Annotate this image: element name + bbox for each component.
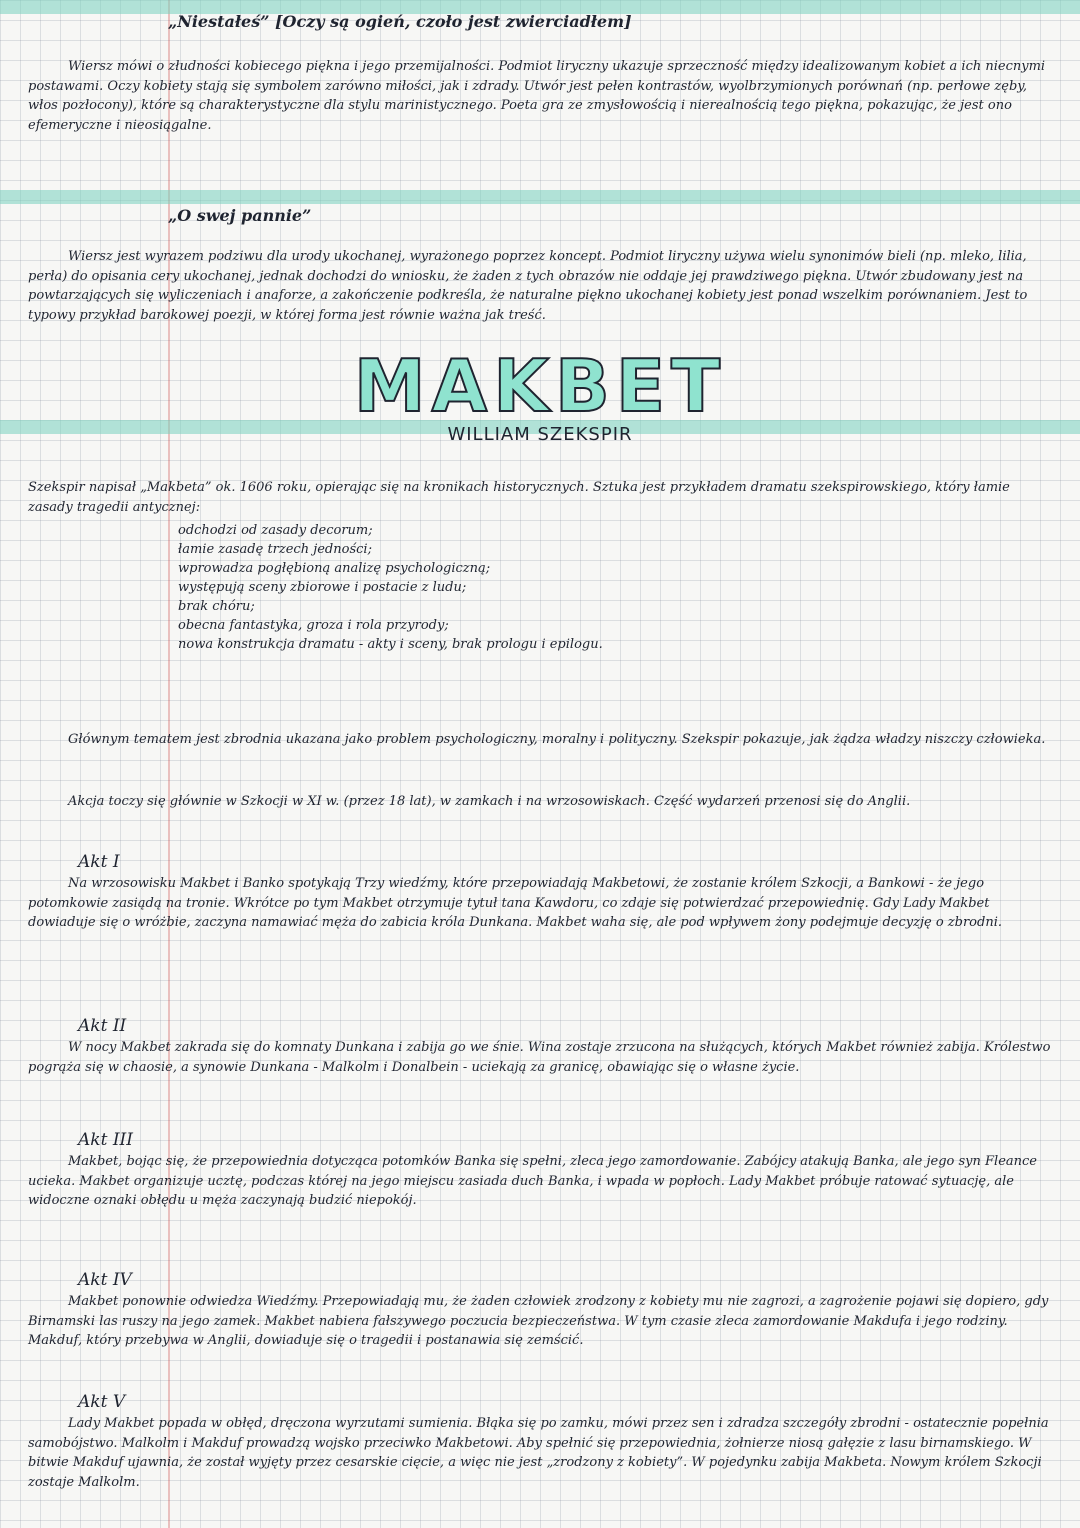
intro-block [28,478,1054,654]
section-body: Wiersz jest wyrazem podziwu dla urody ukochanej, wyrażonego poprzez koncept. Podmiot liryczny używa wielu synonimów bieli (np. mleko, lilia, perła) do opisania cery ukochanej, jednak dochodzi do wniosku, że żaden z tych obrazów nie oddaje jej prawdziwego piękna. Utwór zbudowany jest na powtarzających się wyliczeniach i anaforze, a zakończenie podkreśla, że naturalne piękno ukochanej kobiety jest ponad wszelkim porównaniem. Jest to typowy przykład barokowej poezji, w której forma jest równie ważna jak treść. [28,249,1028,323]
list-item: nowa konstrukcja dramatu - akty i sceny, brak prologu i epilogu. [178,637,603,652]
page-title: MAKBET [353,344,727,428]
act-label: Akt II [78,1016,127,1036]
act-label: Akt IV [78,1270,132,1290]
theme-text: Głównym tematem jest zbrodnia ukazana jako problem psychologiczny, moralny i polityczny. Szekspir pokazuje, jak żądza władzy niszczy człowieka. [68,732,1046,747]
act-1 [28,852,1054,933]
list-item: obecna fantastyka, groza i rola przyrody; [178,618,449,633]
theme-block [28,730,1054,750]
act-4 [28,1270,1054,1351]
act-5 [28,1392,1054,1492]
list-item: brak chóru; [178,599,255,614]
section-o-swej-pannie [28,206,1054,325]
act-text: W nocy Makbet zakrada się do komnaty Dunkana i zabija go we śnie. Wina zostaje zrzucona na służących, których Makbet również zabija. Królestwo pogrąża się w chaosie, a synowie Dunkana - Malkolm i Donalbein - uciekają za granicę, obawiając się o własne życie. [28,1040,1051,1075]
act-text: Makbet ponownie odwiedza Wiedźmy. Przepowiadają mu, że żaden człowiek zrodzony z kobiety mu nie zagrozi, a zagrożenie pojawi się dopiero, gdy Birnamski las ruszy na jego zamek. Makbet nabiera fałszywego poczucia bezpieczeństwa. W tym czasie zleca zamordowanie Makdufa i jego rodziny. Makduf, który przebywa w Anglii, dowiaduje się o tragedii i postanawia się zemścić. [28,1294,1049,1348]
rules-list [178,521,1054,654]
section-body: Wiersz mówi o złudności kobiecego piękna i jego przemijalności. Podmiot liryczny ukazuje sprzeczność między idealizowanym kobiet a ich niecnymi postawami. Oczy kobiety stają się symbolem zarówno miłości, jak i zdrady. Utwór jest pełen kontrastów, wyolbrzymionych porównań (np. perłowe zęby, włos pozłocony), które są charakterystyczne dla stylu marinistycznego. Poeta gra ze zmysłowością i nierealnością tego piękna, pokazując, że jest ono efemeryczne i nieosiągalne. [28,59,1046,133]
list-item: występują sceny zbiorowe i postacie z ludu; [178,580,467,595]
author-name: WILLIAM SZEKSPIR [447,424,633,445]
setting-text: Akcja toczy się głównie w Szkocji w XI w. (przez 18 lat), w zamkach i na wrzosowiskach. Część wydarzeń przenosi się do Anglii. [68,794,911,809]
section-title: „Niestałeś” [Oczy są ogień, czoło jest zwierciadłem] [168,12,632,31]
intro-text: Szekspir napisał „Makbeta” ok. 1606 roku, opierając się na kronikach historycznych. Sztuka jest przykładem dramatu szekspirowskiego, który łamie zasady tragedii antycznej: [28,480,1010,515]
act-label: Akt III [78,1130,133,1150]
highlight-bar-2 [0,190,1080,204]
act-2 [28,1016,1054,1077]
section-title: „O swej pannie” [168,206,312,225]
list-item: łamie zasadę trzech jedności; [178,542,372,557]
act-text: Lady Makbet popada w obłęd, dręczona wyrzutami sumienia. Błąka się po zamku, mówi przez sen i zdradza szczegóły zbrodni - ostatecznie popełnia samobójstwo. Malkolm i Makduf prowadzą wojsko przeciwko Makbetowi. Aby spełnić się przepowiednia, żołnierze niosą gałęzie z lasu birnamskiego. W bitwie Makduf ujawnia, że został wyjęty przez cesarskie cięcie, a więc nie jest „zrodzony z kobiety”. W pojedynku zabija Makbeta. Nowym królem Szkocji zostaje Malkolm. [28,1416,1049,1490]
act-label: Akt I [78,852,120,872]
act-text: Na wrzosowisku Makbet i Banko spotykają Trzy wiedźmy, które przepowiadają Makbetowi, że zostanie królem Szkocji, a Bankowi - że jego potomkowie zasiądą na tronie. Wkrótce po tym Makbet otrzymuje tytuł tana Kawdoru, co zdaje się potwierdzać przepowiednię. Gdy Lady Makbet dowiaduje się o wróżbie, zaczyna namawiać męża do zabicia króla Dunkana. Makbet waha się, ale pod wpływem żony podejmuje decyzję o zbrodni. [28,876,1002,930]
makbet-title-block [0,344,1080,445]
act-3 [28,1130,1054,1211]
act-label: Akt V [78,1392,126,1412]
list-item: odchodzi od zasady decorum; [178,523,373,538]
section-niestales [28,12,1054,135]
act-text: Makbet, bojąc się, że przepowiednia dotycząca potomków Banka się spełni, zleca jego zamordowanie. Zabójcy atakują Banka, ale jego syn Fleance ucieka. Makbet organizuje ucztę, podczas której na jego miejscu zasiada duch Banka, i wpada w popłoch. Lady Makbet próbuje ratować sytuację, ale widoczne oznaki obłędu u męża zaczynają budzić niepokój. [28,1154,1037,1208]
setting-block [28,792,1054,812]
list-item: wprowadza pogłębioną analizę psychologiczną; [178,561,491,576]
